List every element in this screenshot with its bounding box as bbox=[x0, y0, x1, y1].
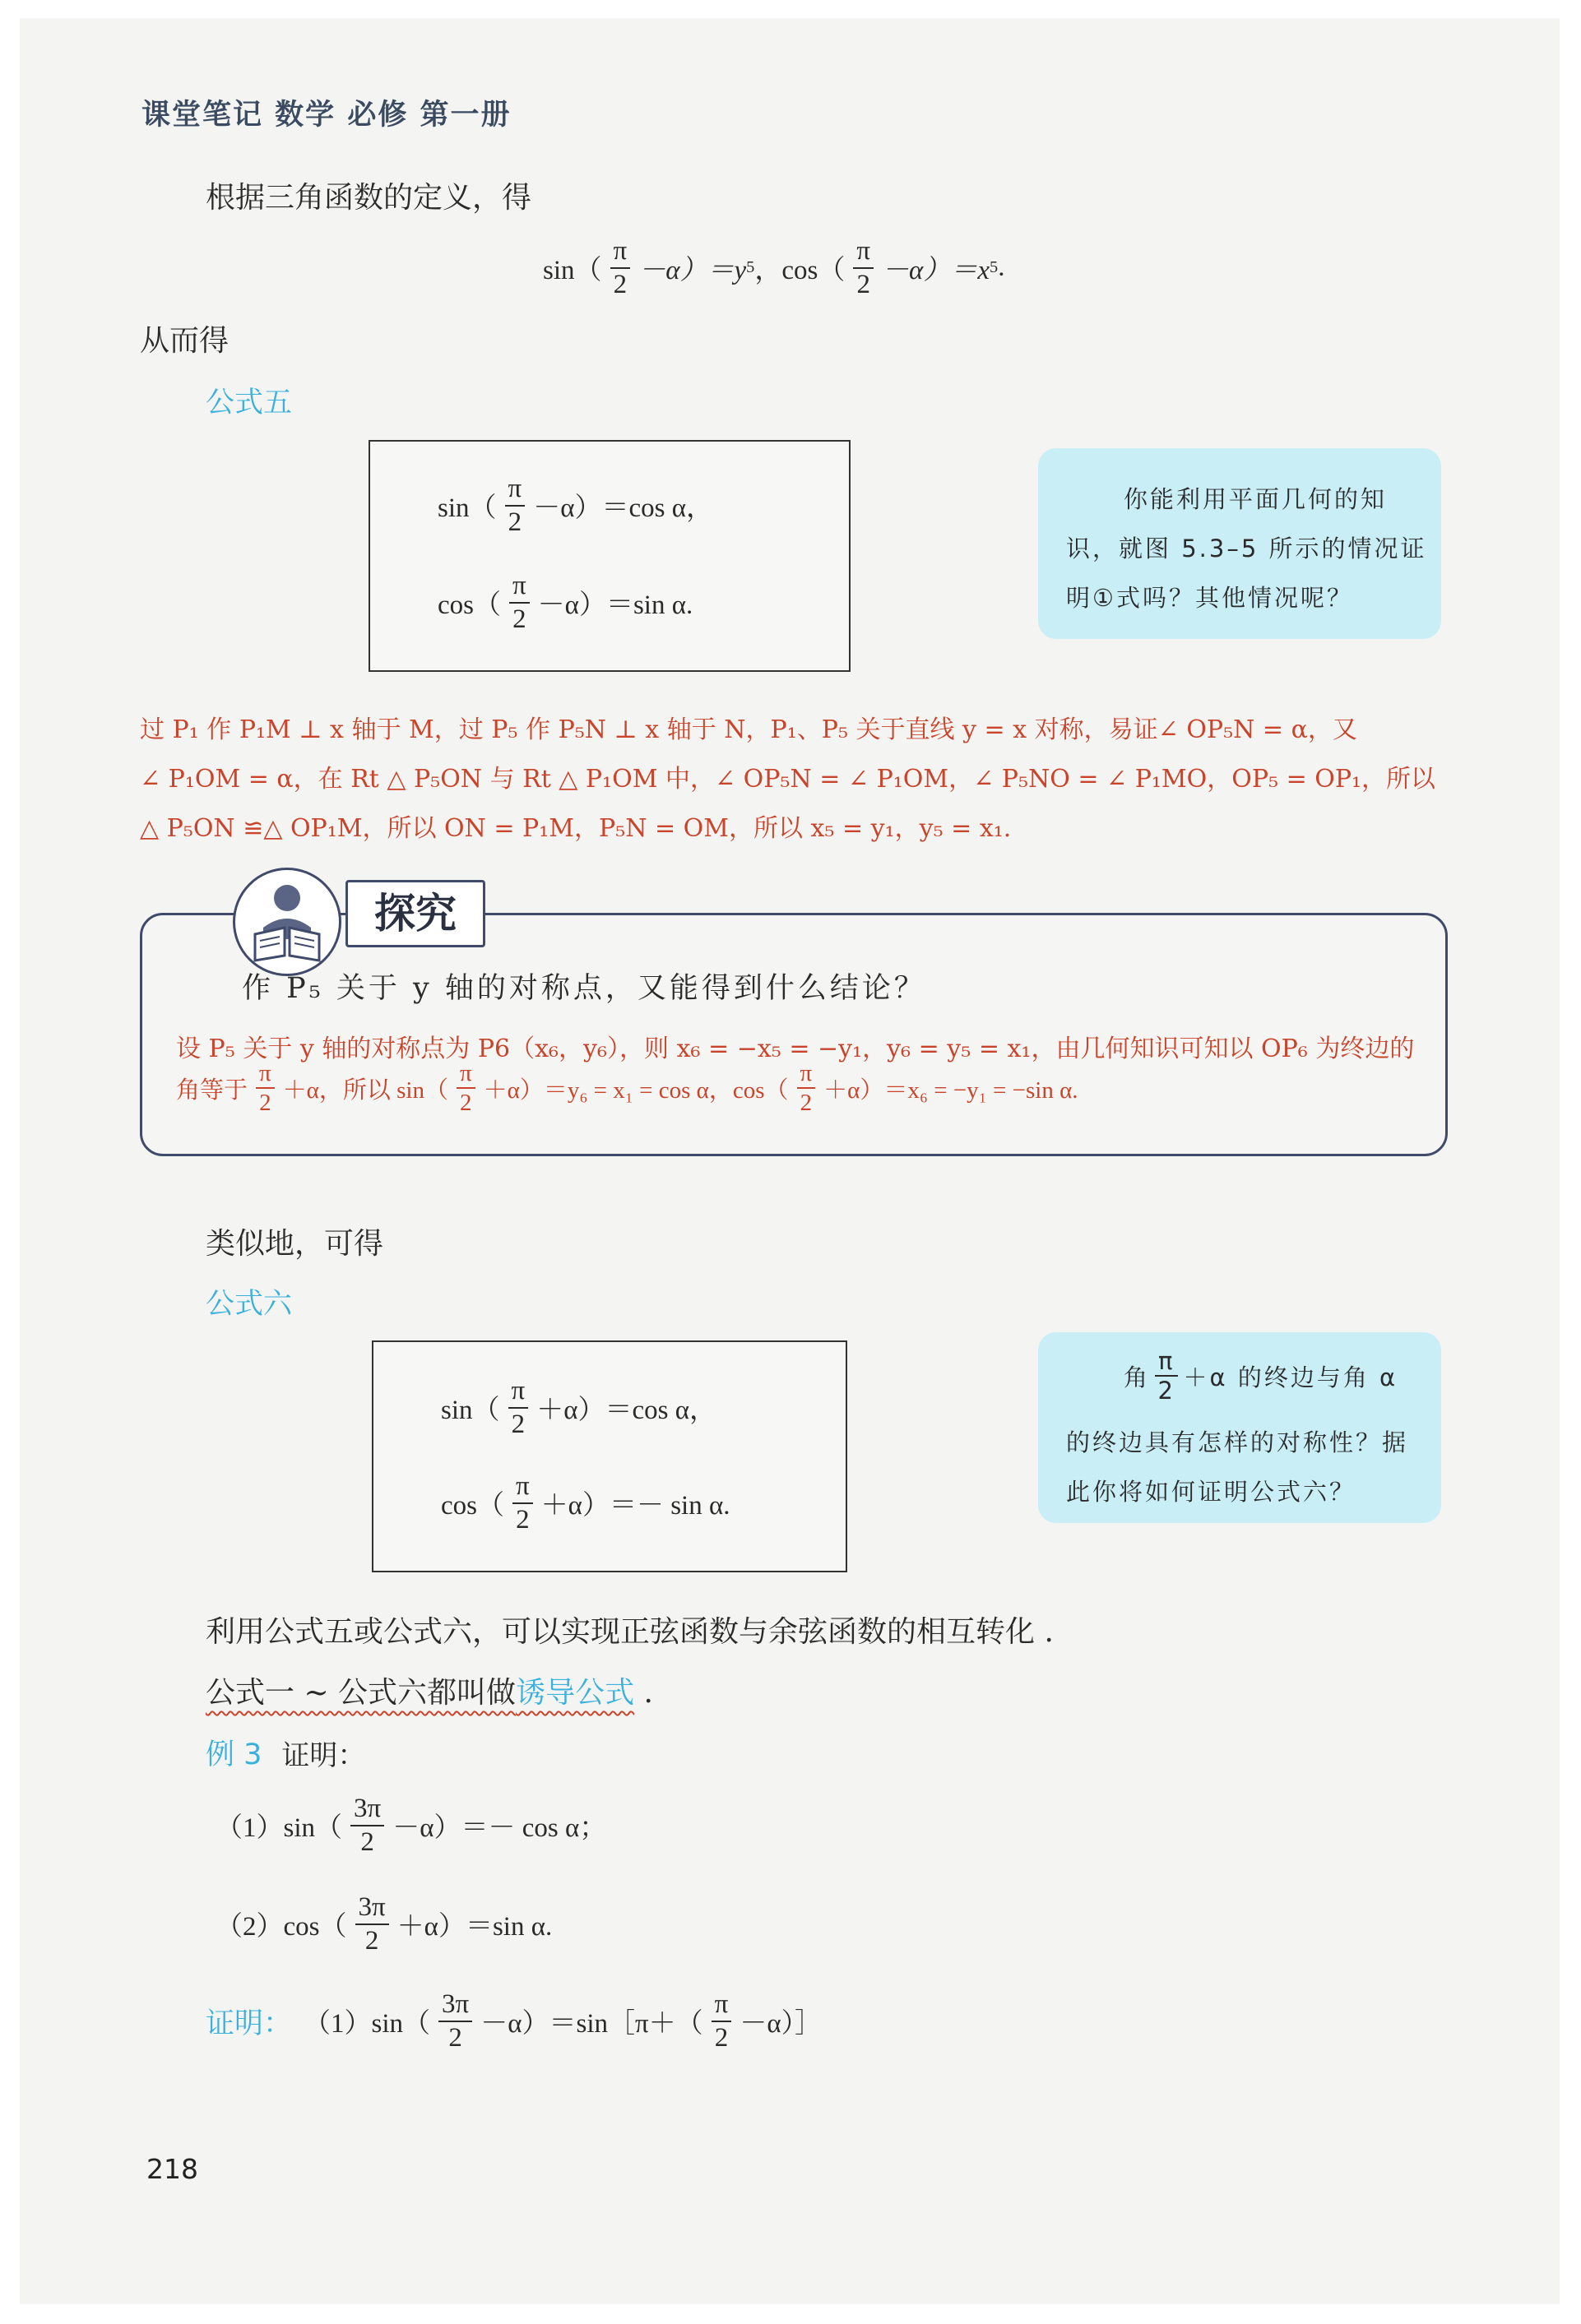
page-number: 218 bbox=[146, 2153, 198, 2185]
example-label: 例 3 bbox=[206, 1738, 262, 1771]
explore-answer-line-2: 角等于 $\frac{\pi}{2}$ ＋α，所以 sin（ $\frac{\pi}{2}$ ＋α）＝y₆ = x₁ = cos α，cos（ $\frac{\pi}{2}$ ＋α）＝x₆ = −y₁ = −sin α. bbox=[176, 1060, 1078, 1117]
example-3-heading bbox=[206, 1732, 365, 1773]
formula-6-label: 公式六 bbox=[206, 1288, 293, 1321]
example-item-1: （1）sin（ $\frac{3\pi}{2}$ －α）＝－ cos α； bbox=[216, 1794, 607, 1857]
handwritten-proof-line: ∠ P₁OM = α，在 Rt △ P₅ON 与 Rt △ P₁OM 中，∠ OP₅N = ∠ P₁OM，∠ P₅NO = ∠ P₁MO，OP₅ = OP₁，所以 bbox=[140, 765, 1436, 794]
note-1-line: 你能利用平面几何的知 bbox=[1124, 485, 1388, 513]
explore-question: 作 P₅ 关于 y 轴的对称点，又能得到什么结论？ bbox=[242, 972, 926, 1005]
fraction-pi-over-2: $\frac{\pi}{2}$ bbox=[610, 237, 631, 299]
formula-5-line-1: sin（ $\frac{\pi}{2}$ －α）＝cos α， bbox=[438, 474, 714, 537]
reading-person-icon bbox=[233, 868, 341, 976]
formula-6-box bbox=[372, 1340, 847, 1572]
formula-5-label: 公式五 bbox=[206, 387, 293, 419]
formula-5-line-2: cos（ $\frac{\pi}{2}$ －α）＝sin α. bbox=[438, 571, 693, 634]
definition-underlined: 公式一 ~ 公式六都叫做诱导公式 bbox=[206, 1676, 635, 1710]
note-1-line: 识，就图 5.3–5 所示的情况证 bbox=[1066, 535, 1427, 562]
note-1-line: 明①式吗？其他情况呢？ bbox=[1066, 584, 1353, 612]
example-item-2: （2）cos（ $\frac{3\pi}{2}$ ＋α）＝sin α. bbox=[216, 1892, 553, 1956]
note-2-line: 角 $\frac{\pi}{2}$ ＋α 的终边与角 α bbox=[1124, 1347, 1398, 1405]
body-text: 利用公式五或公式六，可以实现正弦函数与余弦函数的相互转化 . bbox=[206, 1615, 1054, 1649]
proof-line-1: 证明： （1）sin（ $\frac{3\pi}{2}$ －α）＝sin［π＋（ $\frac{\pi}{2}$ －α）］ bbox=[206, 1989, 823, 2053]
fraction-pi-over-2: $\frac{\pi}{2}$ bbox=[853, 237, 874, 299]
handwritten-proof-line: 过 P₁ 作 P₁M ⊥ x 轴于 M，过 P₅ 作 P₅N ⊥ x 轴于 N，P₁、P₅ 关于直线 y = x 对称，易证∠ OP₅N = α，又 bbox=[140, 715, 1357, 744]
formula-6-line-1: sin（ $\frac{\pi}{2}$ ＋α）＝cos α， bbox=[441, 1376, 717, 1439]
conclusion-text: 从而得 bbox=[140, 324, 230, 358]
explore-answer-line-1: 设 P₅ 关于 y 轴的对称点为 P6（x₆，y₆），则 x₆ = −x₅ = −y₁，y₆ = y₅ = x₁，由几何知识可知以 OP₆ 为终边的 bbox=[176, 1035, 1415, 1063]
running-header: 课堂笔记 数学 必修 第一册 bbox=[141, 99, 512, 132]
intro-line: 根据三角函数的定义，得 bbox=[206, 181, 532, 215]
term-induced-formula: 诱导公式 bbox=[516, 1676, 635, 1710]
equation-definition: sin（ $\frac{\pi}{2}$ －α）＝y 5 ，cos（ $\frac{\pi}{2}$ －α）＝x 5 . bbox=[543, 236, 1005, 299]
explore-title: 探究 bbox=[345, 880, 485, 947]
similar-text: 类似地，可得 bbox=[206, 1227, 384, 1261]
example-task: 证明： bbox=[281, 1738, 366, 1772]
margin-note-2 bbox=[1038, 1332, 1441, 1523]
page bbox=[20, 18, 1560, 2304]
formula-6-line-2: cos（ $\frac{\pi}{2}$ ＋α）＝－ sin α. bbox=[441, 1471, 730, 1535]
formula-5-box bbox=[369, 440, 851, 672]
proof-label: 证明： bbox=[206, 2007, 293, 2040]
definition-line: 公式一 ~ 公式六都叫做诱导公式 . bbox=[206, 1676, 653, 1710]
note-2-line: 此你将如何证明公式六？ bbox=[1066, 1478, 1356, 1506]
note-2-line: 的终边具有怎样的对称性？据 bbox=[1066, 1428, 1409, 1456]
margin-note-1 bbox=[1038, 448, 1441, 639]
handwritten-proof-line: △ P₅ON ≌△ OP₁M，所以 ON = P₁M，P₅N = OM，所以 x₅ = y₁，y₅ = x₁. bbox=[140, 814, 1012, 843]
